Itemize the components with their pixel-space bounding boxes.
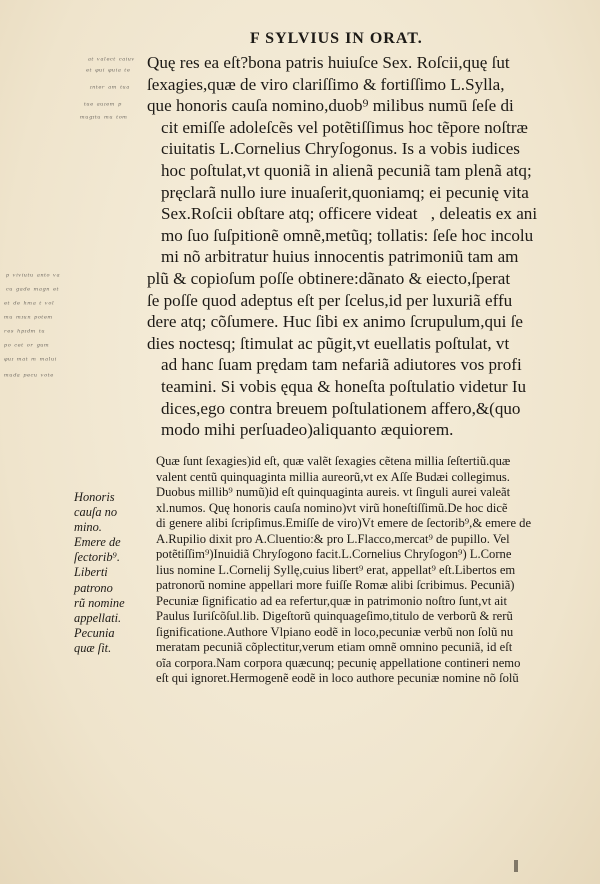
sidenote: rũ nomine <box>74 595 125 610</box>
manuscript-annotation: ᵉᵗ ᵠᵘⁱ ᵠᵘⁱᵃ ᵗᵉ <box>86 67 131 76</box>
text-line: ſe poſſe quod adeptus eſt per ſcelus,id per luxuriã effu <box>147 290 513 310</box>
manuscript-annotation: ᶦⁿᵗᵉʳ ᵃᵐ ᵗᵘᵃ <box>90 84 130 93</box>
text-line: dices,ego contra breuem poſtulationem affero,&(quo <box>161 398 521 418</box>
commentary-line: oĩa corpora.Nam corpora quæcunq; pecunię appellatione contineri nemo <box>156 655 521 670</box>
commentary-line: ſignificatione.Authore Vlpiano eodẽ in loco,pecuniæ verbũ non ſolũ nu <box>156 624 514 639</box>
ink-mark <box>514 860 518 872</box>
commentary-line: eſt qui ignoret.Hermogenẽ eodẽ in loco authore pecuniæ nomine nõ ſolũ <box>156 671 519 685</box>
manuscript-annotation: ᵐᵘᵈᵃ ᵖᵉᶜᵘ ᵛᵒᵗᵉ <box>4 372 54 381</box>
sidenote: cauſa no <box>74 505 118 520</box>
manuscript-annotation: ᶜᵘ ᵍᵃᵈᵉ ᵐᵃᵍⁿ ᵉᵗ <box>6 286 60 295</box>
commentary-line: lius nomine L.Cornelij Syllę,cuius libert⁹ erat, appellat⁹ eſt.Libertos em <box>156 562 516 577</box>
manuscript-annotation: ᵖ ᵛⁱᵛⁱᵘᵗᵘ ᵃⁿᵗᵒ ᵛᵃ <box>6 272 61 281</box>
text-line: ad hanc ſuam prędam tam nefariã adiutores vos profi <box>161 355 522 375</box>
commentary-line: valent centũ quinquaginta millia aureorũ,vt ex Aſſe Budæi collegimus. <box>156 469 510 484</box>
commentary-line: Pecuniæ ſignificatio ad ea refertur,quæ in patrimonio noſtro ſunt,vt ait <box>156 593 507 608</box>
text-line: mi nõ arbitratur huius innocentis patrimoniũ tam am <box>161 247 519 267</box>
sidenote: Emere de <box>74 535 121 550</box>
manuscript-annotation: ᵠᵘᶦ ᵐᵃᵗ ᵐ ᵐᵃˡᵘⁱ <box>4 356 57 365</box>
text-line: ciuitatis L.Cornelius Chryſogonus. Is a vobis iudices <box>161 139 520 159</box>
sidenote: Pecunia <box>74 625 115 640</box>
commentary-line: di genere alibi ſcripſimus.Emiſſe de viro)Vt emere de ſectorib⁹,& emere de <box>156 516 532 530</box>
sidenote: appellati. <box>74 610 122 625</box>
commentary-line: Paulus Iuriſcõſul.lib. Digeſtorũ quinquageſimo,titulo de verborũ & rerũ <box>156 609 513 623</box>
text-line: Sex.Roſcii obſtare atq; officere videat᷑, deleatis ex ani <box>161 204 538 224</box>
text-line: teamini. Si vobis ęqua & honeſta poſtulatio videtur Iu <box>161 376 527 396</box>
text-line: ſexagies,quæ de viro clariſſimo & fortiſſimo L.Sylla, <box>147 74 505 94</box>
sidenote: mino. <box>74 520 102 535</box>
text-line: dies noctesq; ſtimulat ac pũgit,vt euellatis poſtulat, vt <box>147 333 510 353</box>
text-line: Quę res ea eſt?bona patris huiuſce Sex. Roſcii,quę ſut <box>147 53 510 72</box>
text-line: hoc poſtulat,vt quoniã in alienã pecuniã tam plenã atq; <box>161 160 532 180</box>
manuscript-annotation: ᵗᵘᵉ ᵃᵘᶦᵉᵐ ᵖ <box>84 101 122 110</box>
text-line: cit emiſſe adoleſcẽs vel potẽtiſſimus hoc tẽpore noſtræ <box>161 117 528 137</box>
manuscript-annotation: ᵃᵗ ᵛᵃˡᵉᶜᵗ ᶜᵃⁱᵘᵛ <box>88 56 135 65</box>
commentary-line: potẽtiſſim⁹)Inuidiã Chryſogono facit.L.Cornelius Chryſogon⁹) L.Corne <box>156 547 512 561</box>
main-text <box>147 52 583 441</box>
sidenote: patrono <box>74 580 113 595</box>
marginal-notes <box>74 490 134 656</box>
sidenote: ſectorib⁹. <box>74 550 120 565</box>
commentary-line: xl.numos. Quę honoris cauſa nomino)vt virũ honeſtiſſimũ.De hoc dicẽ <box>156 500 508 515</box>
manuscript-annotation: ᵐᵘ ᵐᶦᵘⁿ ᵖᵒᵗᵉᵐ <box>4 314 53 323</box>
commentary-line: patronorũ nomine appellari more fuiſſe Romæ alibi ſcribimus. Pecuniã) <box>156 578 515 592</box>
commentary <box>114 454 584 687</box>
manuscript-annotation: ᵉᵗ ᵈᵉ ʰᵐᵃ ᵗ ᵛᵒˡ <box>4 300 55 309</box>
text-line: plũ & copioſum poſſe obtinere:dãnato & eiecto,ſperat <box>147 268 511 288</box>
manuscript-annotation: ᵖᵒ ᶜᵉᵗ ᵒʳ ᵍᵘᵐ <box>4 342 50 351</box>
commentary-line: A.Rupilio dixit pro A.Cluentio:& pro L.Flacco,mercat⁹ de pupillo. Vel <box>156 531 510 546</box>
manuscript-annotation: ᵐᵘᵍᶦᵗᵘ ᵐᵘ ᵗᵒᵐ <box>80 114 128 123</box>
sidenote: Liberti <box>74 565 108 580</box>
manuscript-annotation: ʳᵉˢ ʰᵖᶦᵈᵐ ᵗᵘ <box>4 328 46 337</box>
text-line: modo mihi perſuadeo)aliquanto æquiorem. <box>161 420 454 440</box>
running-head: F SYLVIUS IN ORAT. <box>250 30 423 47</box>
text-line: dere atq; cõſumere. Huc ſibi ex animo ſcrupulum,qui ſe <box>147 312 523 332</box>
commentary-line: Duobus millib⁹ numũ)id eſt quinquaginta aureis. vt ſinguli aurei valeãt <box>156 485 511 499</box>
commentary-line: meratam pecuniã cõplectitur,verum etiam omnẽ omnino pecuniã, id eſt <box>156 640 513 654</box>
sidenote: quæ ſit. <box>74 640 112 655</box>
text-line: pręclarã nullo iure inuaſerit,quoniamq; ei pecunię vita <box>161 182 529 202</box>
text-line: que honoris cauſa nomino,duob⁹ milibus numū ſeſe di <box>147 96 514 116</box>
text-line: mo ſuo ſuſpitionẽ omnẽ,metũq; tollatis: ſeſe hoc incolu <box>161 225 534 245</box>
sidenote: Honoris <box>74 490 115 504</box>
commentary-line: Quæ ſunt ſexagies)id eſt, quæ valẽt ſexagies cẽtena millia ſeſtertiũ.quæ <box>156 454 511 468</box>
